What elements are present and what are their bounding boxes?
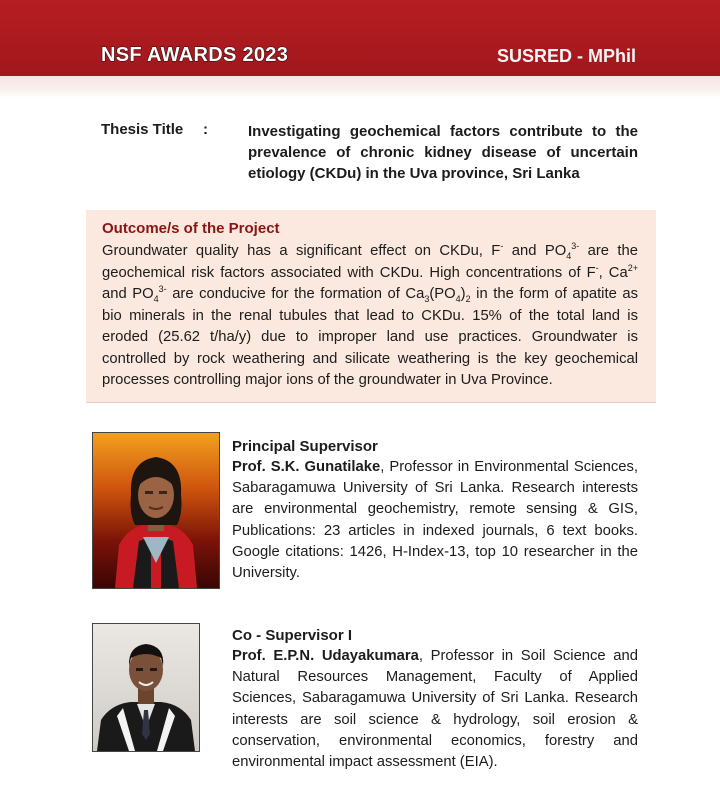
principal-supervisor-role: Principal Supervisor bbox=[232, 438, 378, 455]
principal-supervisor-section bbox=[232, 436, 638, 584]
co-supervisor-bio bbox=[232, 646, 638, 773]
outcome-paragraph: Groundwater quality has a significant effect on CKDu, F- and $PO_4^{3-}$ are the geochemical risk factors associated with CKDu. High concentrations of F-, $Ca^{2+}$ and $PO_4^{3-}$ are conducive for the formation of $Ca_3(PO_4)_2$ in the form of apatite as bio minerals in the renal tubules that lead to CKDu. 15% of the total land is eroded (25.62 t/ha/y) due to improper land use practices. Groundwater is controlled by rock weathering and silicate weathering is the key geochemical processes controlling major ions of the groundwater in Uva Province. bbox=[102, 241, 638, 388]
co-supervisor-photo bbox=[92, 623, 200, 752]
thesis-title: Investigating geochemical factors contribute to the prevalence of chronic kidney disease of uncertain etiology (CKDu) in the Uva province, Sri Lanka bbox=[248, 123, 638, 182]
portrait-male-graphic bbox=[93, 624, 199, 751]
outcome-box bbox=[86, 210, 656, 403]
program-title: SUSRED - MPhil bbox=[496, 46, 636, 66]
outcome-heading: Outcome/s of the Project bbox=[102, 220, 280, 237]
principal-supervisor-bio bbox=[232, 457, 638, 584]
co-supervisor-section bbox=[232, 625, 638, 773]
principal-supervisor-photo bbox=[92, 432, 220, 589]
principal-supervisor-description: , Professor in Environmental Sciences, Sabaragamuwa University of Sri Lanka. Research interests are environmental geochemistry, remote sensing & GIS, Publications: 23 articles in indexed journals, 6 text books. Google citations: 1426, H-Index-13, top 10 researcher in the University. bbox=[232, 459, 638, 582]
co-supervisor-role: Co - Supervisor I bbox=[232, 627, 353, 644]
thesis-colon: : bbox=[203, 121, 208, 138]
co-supervisor-description: , Professor in Soil Science and Natural Resources Management, Faculty of Applied Sciences, Sabaragamuwa University of Sri Lanka. Research interests are soil science & hydrology, soil erosion & conservation, environmental economics, forestry and environmental impact assessment (EIA). bbox=[232, 648, 638, 771]
award-title: NSF AWARDS 2023 bbox=[101, 44, 289, 66]
thesis-label: Thesis Title bbox=[101, 121, 184, 138]
header-banner bbox=[0, 0, 720, 76]
portrait-female-graphic bbox=[93, 433, 219, 588]
header-fade-band bbox=[0, 76, 720, 98]
principal-supervisor-name: Prof. S.K. Gunatilake bbox=[232, 459, 381, 475]
co-supervisor-name: Prof. E.P.N. Udayakumara bbox=[232, 648, 419, 664]
